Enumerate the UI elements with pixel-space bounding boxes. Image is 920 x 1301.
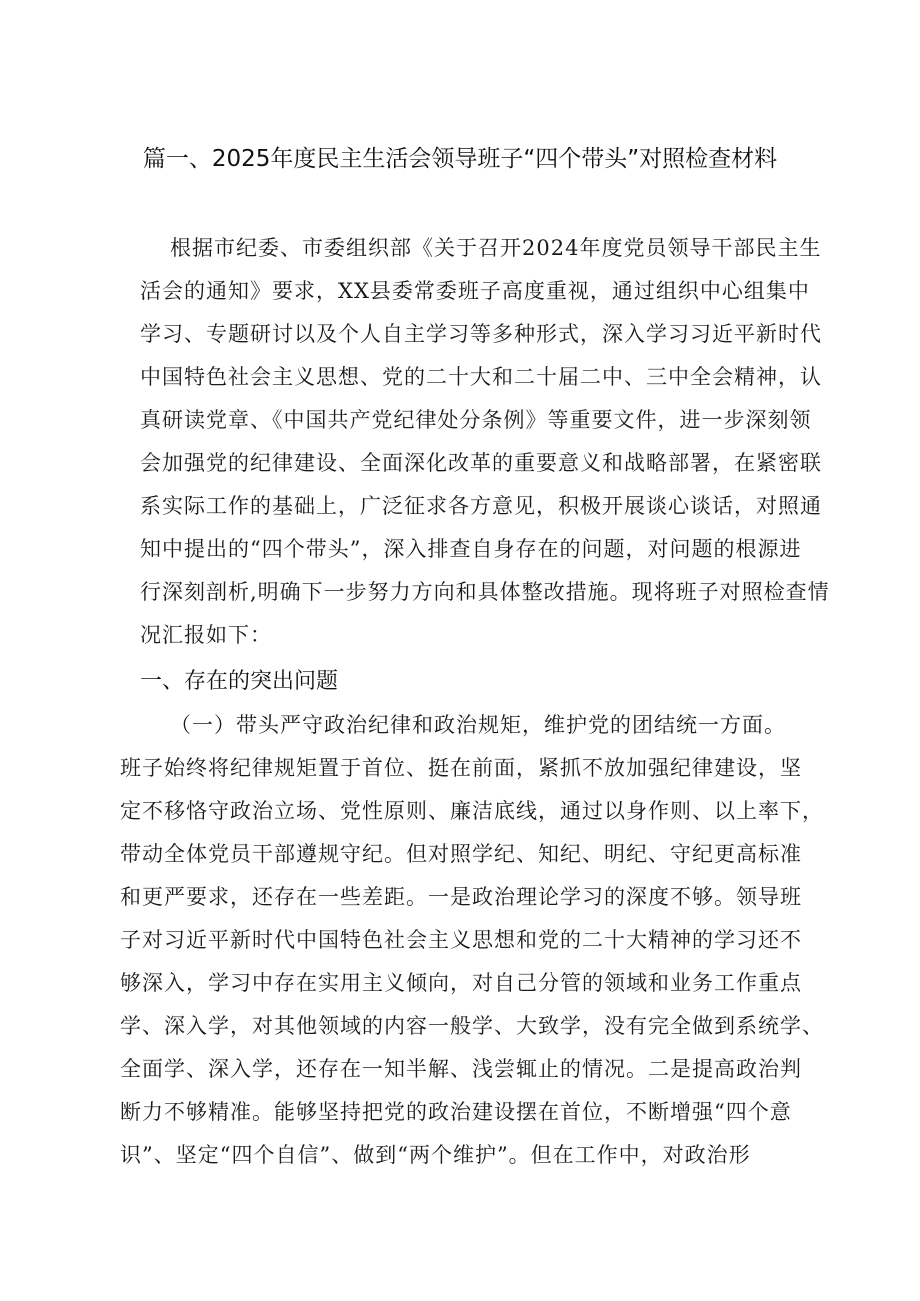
intro-line: 况汇报如下： [140,623,272,647]
intro-line: 根据市纪委、市委组织部《关于召开2024年度党员领导干部民主生 [170,236,822,260]
intro-line: 中国特色社会主义思想、党的二十大和二十届二中、三中全会精神，认 [140,365,822,389]
intro-line: 系实际工作的基础上，广泛征求各方意见，积极开展谈心谈话，对照通 [140,494,822,518]
intro-line: 学习、专题研讨以及个人自主学习等多种形式，深入学习习近平新时代 [140,322,822,346]
section-paragraph [120,704,860,1177]
section-line: 断力不够精准。能够坚持把党的政治建设摆在首位，不断增强“四个意 [120,1100,792,1124]
section-line: 学、深入学，对其他领域的内容一般学、大致学，没有完全做到系统学、 [120,1014,824,1038]
section-line: 班子始终将纪律规矩置于首位、挺在前面，紧抓不放加强纪律建设，坚 [120,756,802,780]
intro-line: 知中提出的“四个带头”，深入排查自身存在的问题，对问题的根源进 [140,537,802,561]
section-line: 子对习近平新时代中国特色社会主义思想和党的二十大精神的学习还不 [120,928,802,952]
intro-line: 活会的通知》要求，XX县委常委班子高度重视，通过组织中心组集中 [140,279,810,303]
section-line: 识”、坚定“四个自信”、做到“两个维护”。但在工作中，对政治形 [120,1143,751,1167]
section-line: 带动全体党员干部遵规守纪。但对照学纪、知纪、明纪、守纪更高标准 [120,842,802,866]
section-heading: 一、存在的突出问题 [140,669,339,694]
section-line: 定不移恪守政治立场、党性原则、廉洁底线，通过以身作则、以上率下， [120,799,824,823]
section-line: 够深入，学习中存在实用主义倾向，对自己分管的领域和业务工作重点 [120,971,802,995]
intro-paragraph [140,227,840,657]
intro-line: 会加强党的纪律建设、全面深化改革的重要意义和战略部署，在紧密联 [140,451,822,475]
intro-line: 真研读党章、《中国共产党纪律处分条例》等重要文件，进一步深刻领 [140,408,812,432]
document-title: 篇一、2025年度民主生活会领导班子“四个带头”对照检查材料 [142,146,778,172]
section-line: （一）带头严守政治纪律和政治规矩，维护党的团结统一方面。 [170,713,786,737]
section-line: 全面学、深入学，还存在一知半解、浅尝辄止的情况。二是提高政治判 [120,1057,802,1081]
section-line: 和更严要求，还存在一些差距。一是政治理论学习的深度不够。领导班 [120,885,802,909]
intro-line: 行深刻剖析,明确下一步努力方向和具体整改措施。现将班子对照检查情 [140,580,830,604]
